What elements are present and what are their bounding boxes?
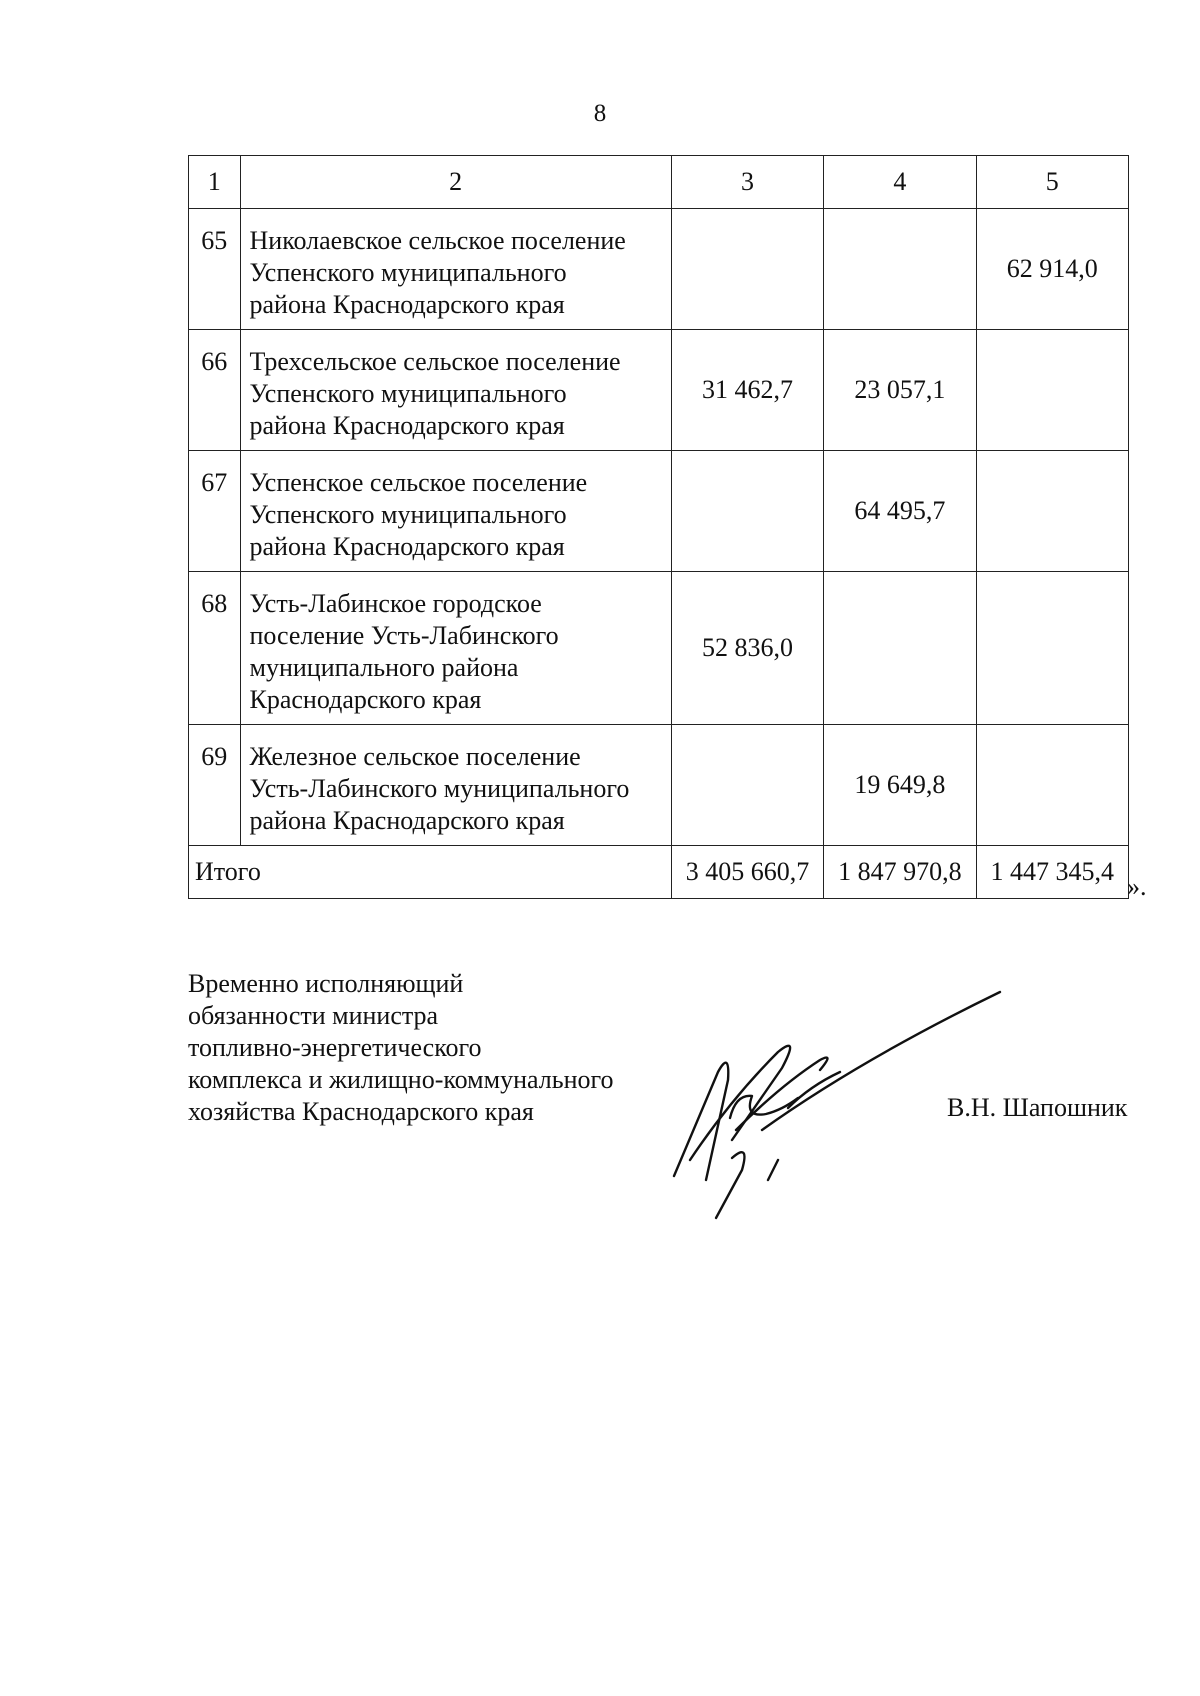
table-row — [189, 725, 1129, 846]
total-col-3: 3 405 660,7 — [671, 846, 823, 899]
table-header-row — [189, 156, 1129, 209]
row-number: 65 — [189, 209, 241, 330]
value-col-4: 23 057,1 — [824, 330, 976, 451]
municipality-name-line: Трехсельское сельское поселение — [249, 347, 621, 376]
value-col-4: 64 495,7 — [824, 451, 976, 572]
row-number: 69 — [189, 725, 241, 846]
municipality-name-line: Краснодарского края — [249, 685, 482, 714]
header-col-1: 1 — [189, 156, 241, 209]
total-col-5: 1 447 345,4 — [976, 846, 1128, 899]
value-col-3 — [671, 451, 823, 572]
signatory-title-line: топливно-энергетического — [188, 1033, 482, 1062]
municipality-name-line: поселение Усть-Лабинского — [249, 621, 559, 650]
municipality-name — [240, 209, 671, 330]
value-col-5: 62 914,0 — [976, 209, 1128, 330]
value-col-3: 52 836,0 — [671, 572, 823, 725]
municipality-name-line: Успенского муниципального — [249, 500, 567, 529]
signer-name: В.Н. Шапошник — [947, 1093, 1128, 1122]
value-col-4: 19 649,8 — [824, 725, 976, 846]
value-col-3: 31 462,7 — [671, 330, 823, 451]
value-col-4 — [824, 572, 976, 725]
closing-quote: ». — [1127, 872, 1147, 901]
value-col-3 — [671, 209, 823, 330]
municipality-name — [240, 330, 671, 451]
row-number: 66 — [189, 330, 241, 451]
total-label: Итого — [189, 846, 672, 899]
value-col-4 — [824, 209, 976, 330]
municipality-name-line: муниципального района — [249, 653, 519, 682]
header-col-3: 3 — [671, 156, 823, 209]
municipality-name-line: Успенского муниципального — [249, 258, 567, 287]
municipality-name-line: Железное сельское поселение — [249, 742, 581, 771]
municipality-name-line: Усть-Лабинское городское — [249, 589, 542, 618]
municipality-name — [240, 451, 671, 572]
page-number: 8 — [593, 100, 607, 127]
table-row — [189, 572, 1129, 725]
value-col-5 — [976, 725, 1128, 846]
value-col-5 — [976, 330, 1128, 451]
header-col-2: 2 — [240, 156, 671, 209]
total-row — [189, 846, 1129, 899]
header-col-4: 4 — [824, 156, 976, 209]
allocation-table — [188, 155, 1129, 899]
municipality-name-line: Усть-Лабинского муниципального — [249, 774, 630, 803]
municipality-name-line: района Краснодарского края — [249, 290, 565, 319]
table-row — [189, 330, 1129, 451]
municipality-name — [240, 572, 671, 725]
table-row — [189, 209, 1129, 330]
municipality-name-line: района Краснодарского края — [249, 411, 565, 440]
signatory-title-line: хозяйства Краснодарского края — [188, 1097, 534, 1126]
value-col-3 — [671, 725, 823, 846]
value-col-5 — [976, 572, 1128, 725]
municipality-name-line: района Краснодарского края — [249, 532, 565, 561]
value-col-5 — [976, 451, 1128, 572]
signatory-title-line: Временно исполняющий — [188, 969, 464, 998]
table-row — [189, 451, 1129, 572]
municipality-name — [240, 725, 671, 846]
row-number: 67 — [189, 451, 241, 572]
municipality-name-line: Успенского муниципального — [249, 379, 567, 408]
header-col-5: 5 — [976, 156, 1128, 209]
signatory-title — [188, 968, 688, 1128]
row-number: 68 — [189, 572, 241, 725]
signatory-title-line: комплекса и жилищно-коммунального — [188, 1065, 614, 1094]
signatory-title-line: обязанности министра — [188, 1001, 439, 1030]
municipality-name-line: Успенское сельское поселение — [249, 468, 588, 497]
total-col-4: 1 847 970,8 — [824, 846, 976, 899]
municipality-name-line: района Краснодарского края — [249, 806, 565, 835]
municipality-name-line: Николаевское сельское поселение — [249, 226, 626, 255]
